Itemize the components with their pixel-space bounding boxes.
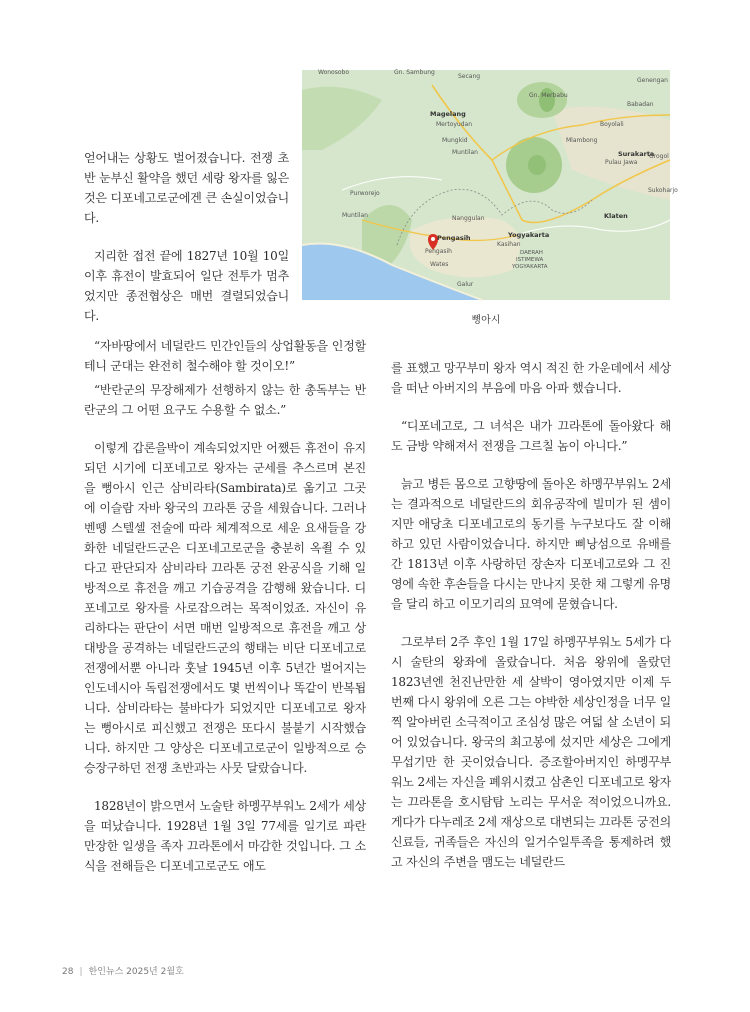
map-label-secang: Secang xyxy=(458,73,481,80)
map-label-babadan: Babadan xyxy=(627,101,654,108)
quote-paragraph: “반란군의 무장해제가 선행하지 않는 한 총독부는 반란군의 그 어떤 요구도 수용할 수 없소.” xyxy=(84,383,366,417)
column-left-main xyxy=(84,336,366,894)
map-label-pulau-jawa: Pulau Jawa xyxy=(605,159,638,166)
map-label-yogyakarta-region: YOGYAKARTA xyxy=(512,264,548,270)
map-label-wates: Wates xyxy=(430,261,449,268)
page-number: 28 xyxy=(62,967,74,977)
map-label-pengasih: Pengasih xyxy=(425,248,452,255)
paragraph: 얻어내는 상황도 벌어졌습니다. 전쟁 초반 눈부신 활약을 했던 세랑 왕자를 잃은 것은 디포네고로군에겐 큰 손실이었습니다. xyxy=(84,151,289,225)
paragraph: 지리한 접전 끝에 1827년 10월 10일 이후 휴전이 발효되어 일단 전투가 멈추었지만 종전협상은 매번 결렬되었습니다. xyxy=(84,249,289,323)
map-label-mertoyudan: Mertoyudan xyxy=(436,121,472,128)
map-label-purworejo: Purworejo xyxy=(350,190,380,197)
map-label-grogol: Grogol xyxy=(649,153,669,160)
map-image xyxy=(302,69,678,300)
map-label-surakarta: Surakarta xyxy=(618,150,655,158)
map-label-kasihan: Kasihan xyxy=(497,241,521,248)
map-label-sukoharjo: Sukoharjo xyxy=(648,187,678,194)
map-label-sambung: Gn. Sambung xyxy=(394,69,435,76)
map-caption: 뼝아시 xyxy=(471,315,501,326)
map-label-galur: Galur xyxy=(457,281,474,288)
paragraph: 1828년이 밝으면서 노술탄 하멩꾸부워노 2세가 세상을 떠났습니다. 1928년 1월 3일 77세를 일기로 파란만장한 일생을 족자 끄라톤에서 마감한 것입니다. 그 소식을 전해들은 디포네고로군도 애도 xyxy=(84,799,366,873)
map-label-yogyakarta: Yogyakarta xyxy=(508,231,550,239)
map-label-daerah: DAERAH xyxy=(520,250,543,256)
map-label-nanggulan: Nanggulan xyxy=(452,215,485,222)
column-right xyxy=(391,358,671,890)
map-label-muntilan-west: Muntilan xyxy=(342,212,368,219)
map-label-istimewa: ISTIMEWA xyxy=(516,257,544,263)
map-label-boyolali: Boyolali xyxy=(600,121,624,128)
page-footer: 28 | 한인뉴스 2025년 2월호 xyxy=(62,967,184,977)
quote-paragraph: “디포네고로, 그 녀석은 내가 끄라톤에 돌아왔다 해도 금방 약해져서 전쟁을 그르칠 놈이 아니다.” xyxy=(391,419,671,453)
map-label-genengan: Genengan xyxy=(637,77,668,84)
map-label-mlambong: Mlambong xyxy=(566,137,598,144)
map-label-gn-merbabu: Gn. Merbabu xyxy=(529,92,568,99)
map-label-mungkid: Mungkid xyxy=(442,137,468,144)
publication-name: 한인뉴스 2025년 2월호 xyxy=(88,967,184,977)
map-label-klaten: Klaten xyxy=(604,212,628,220)
quote-paragraph: “자바땅에서 네덜란드 민간인들의 상업활동을 인정할 테니 군대는 완전히 철수해야 할 것이오!” xyxy=(84,339,366,373)
paragraph: 를 표했고 망꾸부미 왕자 역시 적진 한 가운데에서 세상을 떠난 아버지의 부음에 마음 아파 했습니다. xyxy=(391,361,671,395)
paragraph: 늙고 병든 몸으로 고향땅에 돌아온 하멩꾸부워노 2세는 결과적으로 네덜란드의 회유공작에 빌미가 된 셈이지만 애당초 디포네고로의 동기를 누구보다도 잘 이해하고 있던 사람이었습니다. 하지만 삐낭섬으로 유배를 간 1813년 이후 사랑하던 장손자 디포네고로와 그 진영에 속한 후손들을 다시는 만나지 못한 채 그렇게 유명을 달리 하고 이모기리의 묘역에 묻혔습니다. xyxy=(391,477,671,611)
paragraph: 그로부터 2주 후인 1월 17일 하멩꾸부워노 5세가 다시 술탄의 왕좌에 올랐습니다. 처음 왕위에 올랐던 1823년엔 천진난만한 세 살박이 영아였지만 이제 두 번째 다시 왕위에 오른 그는 야박한 세상인정을 너무 일찍 알아버린 소극적이고 조심성 많은 여덟 살 소년이 되어 있었습니다. 왕국의 최고봉에 섰지만 세상은 그에게 무섭기만 한 곳이었습니다. 증조할아버지인 하멩꾸부워노 2세는 자신을 폐위시켰고 삼촌인 디포네고로 왕자는 끄라톤을 호시탐탐 노리는 무서운 적이었으니까요. 게다가 다누레조 2세 재상으로 대변되는 끄라톤 궁전의 신료들, 귀족들은 자신의 일거수일투족을 통제하려 했고 자신의 주변을 맴도는 네덜란드 xyxy=(391,635,671,869)
column-left-top xyxy=(84,148,289,344)
map-label-muntilan: Muntilan xyxy=(452,149,478,156)
map-label-pengasih-pin: Pengasih xyxy=(437,234,471,242)
map-label-wonosobo: Wonosobo xyxy=(318,69,350,76)
paragraph: 이렇게 갑론을박이 계속되었지만 어쨌든 휴전이 유지되던 시기에 디포네고로 왕자는 군세를 추스르며 본진을 뻥아시 인근 삼비라타(Sambirata)로 옮기고 그곳에 이슬람 자바 왕국의 끄라톤 궁을 세웠습니다. 그러나 벤뗑 스텔셀 전술에 따라 체계적으로 세운 요새들을 강화한 네덜란드군은 디포네고로군을 충분히 옥죌 수 있다고 판단되자 삼비라타 끄라톤 궁전 완공식을 기해 일방적으로 휴전을 깨고 기습공격을 감행해 왔습니다. 디포네고로 왕자를 사로잡으려는 목적이었죠. 자신이 유리하다는 판단이 서면 매번 일방적으로 휴전을 깨고 상대방을 공격하는 네덜란드군의 행태는 비단 디포네고로 전쟁에서뿐 아니라 훗날 1945년 이후 5년간 벌어지는 인도네시아 독립전쟁에서도 몇 번씩이나 똑같이 반복됩니다. 삼비라타는 불바다가 되었지만 디포네고로 왕자는 뻥아시로 피신했고 전쟁은 또다시 불붙기 시작했습니다. 하지만 그 양상은 디포네고로군이 일방적으로 승승장구하던 전쟁 초반과는 사뭇 달랐습니다. xyxy=(84,441,366,775)
map-label-magelang: Magelang xyxy=(430,110,466,118)
